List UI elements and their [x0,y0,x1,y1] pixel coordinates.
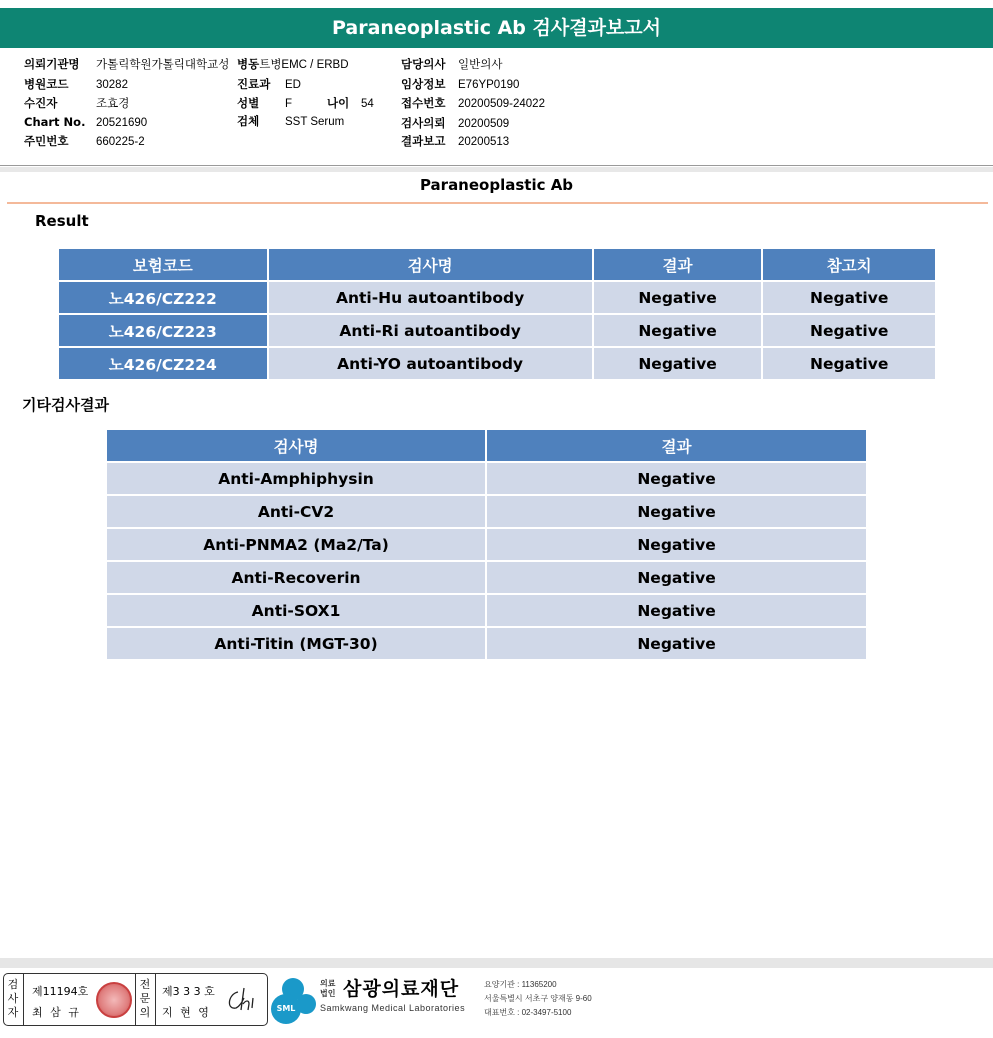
header-result: 결과 [486,429,867,462]
dept-value: ED [285,79,301,91]
reference-cell: Negative [762,347,936,380]
ward-row [237,56,349,72]
reference-cell: Negative [762,281,936,314]
request-value: 20200509 [458,118,510,130]
section-title: Paraneoplastic Ab [419,176,574,194]
insurance-code-cell: 노426/CZ224 [58,347,268,380]
table-row [106,627,867,660]
table-row [106,528,867,561]
result-cell: Negative [486,462,867,495]
insurance-code-cell: 노426/CZ223 [58,314,268,347]
result-cell: Negative [486,495,867,528]
specimen-value: SST Serum [285,116,345,128]
result-cell: Negative [593,347,763,380]
logo-circle-main: SML [271,994,301,1024]
clinical-row [401,76,519,92]
other-results-table [105,428,868,661]
result-cell: Negative [486,561,867,594]
receipt-label: 접수번호 [401,96,446,110]
divider-band [0,167,993,172]
footer-band [0,958,993,968]
result-title: Result [35,212,89,230]
specialist-signature-icon [224,984,262,1014]
age-value: 54 [361,98,374,110]
test-name-cell: Anti-YO autoantibody [268,347,593,380]
report-title: Paraneoplastic Ab 검사결과보고서 [0,8,993,48]
specialist-vertical-label: 전 문 의 [139,978,151,1019]
receipt-row [401,95,545,111]
doctor-label: 담당의사 [401,57,446,71]
request-row [401,115,509,131]
request-label: 검사의뢰 [401,116,446,130]
lab-prefix-1: 의료 [320,979,336,988]
table-row [106,561,867,594]
hospital-code-value: 30282 [96,79,128,91]
report-date-row [401,133,509,149]
signature-box [3,973,268,1026]
dept-row [237,76,301,92]
clinical-value: E76YP0190 [458,79,520,91]
examiner-name: 최 삼 규 [32,1006,81,1019]
header-insurance-code: 보험코드 [58,248,268,281]
test-name-cell: Anti-Ri autoantibody [268,314,593,347]
receipt-value: 20200509-24022 [458,98,545,110]
insurance-code-cell: 노426/CZ222 [58,281,268,314]
result-cell: Negative [486,528,867,561]
hospital-code-label: 병원코드 [24,77,69,91]
chart-row [24,115,147,129]
test-name-cell: Anti-Amphiphysin [106,462,486,495]
lab-name: 삼광의료재단 [343,978,460,1000]
hospital-label: 의뢰기관명 [24,57,80,71]
table-row [106,495,867,528]
examinee-row [24,95,129,111]
id-label: 주민번호 [24,134,69,148]
report-date-label: 결과보고 [401,134,446,148]
table-row [106,462,867,495]
header-test-name: 검사명 [268,248,593,281]
table-row [106,594,867,627]
specimen-label: 검체 [237,114,260,128]
result-cell: Negative [486,594,867,627]
examinee-value: 조효경 [96,98,130,110]
ward-label: 병동 [237,57,260,71]
test-name-cell: Anti-PNMA2 (Ma2/Ta) [106,528,486,561]
result-cell: Negative [593,281,763,314]
sex-label: 성별 [237,96,260,110]
test-name-cell: Anti-CV2 [106,495,486,528]
specialist-name: 지 현 영 [162,1006,211,1019]
specialist-license-no: 제3 3 3 호 [162,985,215,998]
hospital-row [24,56,229,72]
header-test-name: 검사명 [106,429,486,462]
patient-info [0,52,993,166]
sex-value: F [285,98,293,110]
other-results-title: 기타검사결과 [22,396,109,414]
lab-english-name: Samkwang Medical Laboratories [320,1003,466,1013]
ward-value: 트병EMC / ERBD [259,59,349,71]
chart-value: 20521690 [96,117,148,129]
dept-label: 진료과 [237,77,271,91]
lab-prefix-2: 법인 [320,989,336,998]
section-divider [7,202,988,204]
sex-row [237,95,374,111]
table-row [58,281,936,314]
hospital-code-row [24,76,128,92]
lab-phone: 대표번호 : 02-3497-5100 [484,1008,572,1017]
test-name-cell: Anti-Hu autoantibody [268,281,593,314]
test-name-cell: Anti-Recoverin [106,561,486,594]
id-row [24,133,145,149]
examiner-vertical-label: 검 사 자 [7,978,19,1019]
chart-label: Chart No. [24,115,86,129]
test-name-cell: Anti-SOX1 [106,594,486,627]
result-cell: Negative [593,314,763,347]
examinee-label: 수진자 [24,96,58,110]
test-name-cell: Anti-Titin (MGT-30) [106,627,486,660]
specimen-row [237,113,344,129]
result-table [57,247,937,381]
age-label: 나이 [327,96,350,110]
result-cell: Negative [486,627,867,660]
doctor-row [401,56,502,72]
id-value: 660225-2 [96,136,145,148]
examiner-license-no: 제11194호 [32,985,89,998]
report-date-value: 20200513 [458,136,510,148]
institution-number: 요양기관 : 11365200 [484,980,557,989]
sign-divider [23,974,24,1025]
hospital-value: 가톨릭학원가톨릭대학교성 [96,59,230,71]
doctor-value: 일반의사 [458,59,503,71]
lab-address: 서울특별시 서초구 양재동 9-60 [484,994,592,1003]
table-row [58,314,936,347]
sign-divider [135,974,136,1025]
result-header-row [58,248,936,281]
table-row [58,347,936,380]
header-result: 결과 [593,248,763,281]
sign-divider [155,974,156,1025]
reference-cell: Negative [762,314,936,347]
clinical-label: 임상정보 [401,77,446,91]
examiner-seal-icon [96,982,132,1018]
other-header-row [106,429,867,462]
header-reference: 참고치 [762,248,936,281]
